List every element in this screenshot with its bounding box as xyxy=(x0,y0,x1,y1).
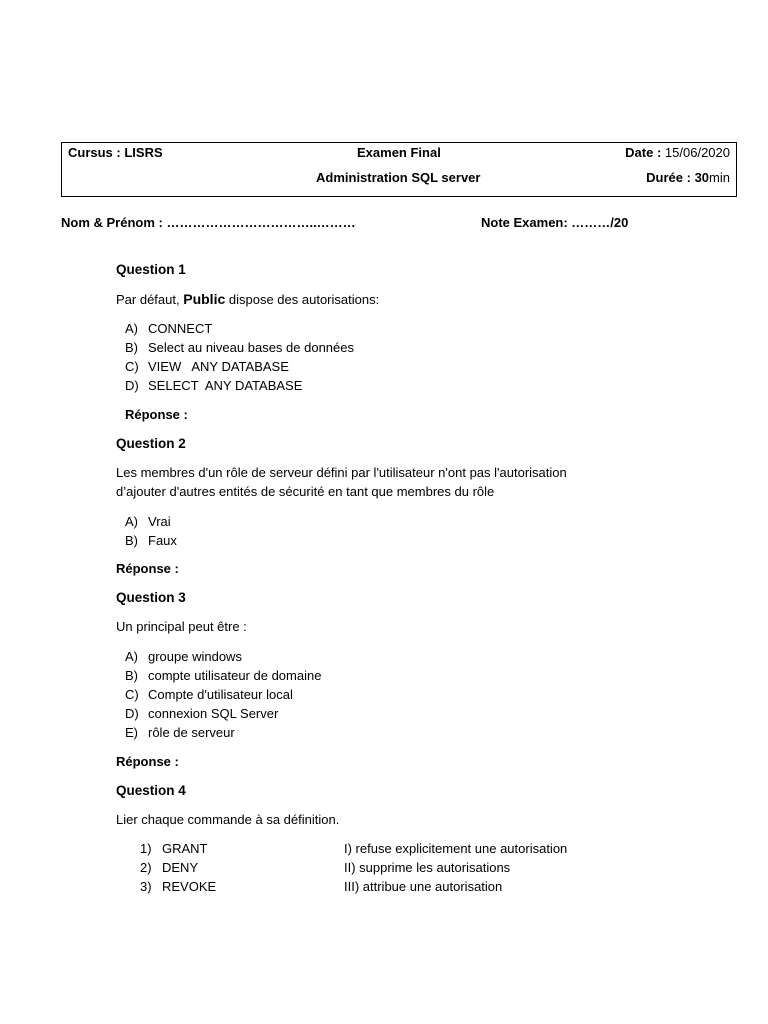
question-1-prompt xyxy=(116,291,379,307)
question-1-prompt-before: Par défaut, xyxy=(116,292,180,307)
command-definition: III) attribue une autorisation xyxy=(344,879,503,894)
command-name: REVOKE xyxy=(162,879,217,894)
date-field xyxy=(625,145,730,160)
option-marker: E) xyxy=(125,725,138,740)
question-2-prompt-line-1: Les membres d'un rôle de serveur défini par l'utilisateur n'ont pas l'autorisation xyxy=(116,465,567,480)
command-definition: I) refuse explicitement une autorisation xyxy=(344,841,568,856)
duration-value: 30 xyxy=(694,170,710,185)
option-text: SELECT ANY DATABASE xyxy=(148,378,303,393)
option-text: Select au niveau bases de données xyxy=(148,340,354,355)
command-definition: II) supprime les autorisations xyxy=(344,860,511,875)
question-2-answer-label: Réponse : xyxy=(116,561,179,576)
exam-header-box xyxy=(61,142,737,197)
cursus-field xyxy=(68,145,163,160)
question-3-answer-label: Réponse : xyxy=(116,754,179,769)
option-marker: D) xyxy=(125,706,139,721)
duration-unit: min xyxy=(709,170,730,185)
question-1-answer-label: Réponse : xyxy=(125,407,188,422)
command-marker: 3) xyxy=(140,879,152,894)
option-marker: B) xyxy=(125,668,138,683)
option-text: VIEW ANY DATABASE xyxy=(148,359,289,374)
question-4-title: Question 4 xyxy=(116,783,186,798)
question-2-prompt-line-2: d’ajouter d'autres entités de sécurité en tant que membres du rôle xyxy=(116,484,495,499)
option-text: rôle de serveur xyxy=(148,725,235,740)
option-text: CONNECT xyxy=(148,321,213,336)
option-text: Faux xyxy=(148,533,177,548)
option-marker: B) xyxy=(125,533,138,548)
question-2-title: Question 2 xyxy=(116,436,186,451)
duration-field xyxy=(646,170,730,185)
question-1-title: Question 1 xyxy=(116,262,186,277)
command-name: GRANT xyxy=(162,841,208,856)
question-3-title: Question 3 xyxy=(116,590,186,605)
option-text: compte utilisateur de domaine xyxy=(148,668,322,683)
option-marker: A) xyxy=(125,514,138,529)
question-1-prompt-emphasis: Public xyxy=(183,291,226,307)
option-marker: C) xyxy=(125,359,139,374)
option-text: Compte d'utilisateur local xyxy=(148,687,293,702)
command-marker: 2) xyxy=(140,860,152,875)
duration-label: Durée : xyxy=(646,170,691,185)
option-marker: B) xyxy=(125,340,138,355)
cursus-label: Cursus : xyxy=(68,145,121,160)
exam-title: Examen Final xyxy=(357,145,441,160)
question-4-prompt: Lier chaque commande à sa définition. xyxy=(116,812,340,827)
question-3-prompt: Un principal peut être : xyxy=(116,619,247,634)
option-text: Vrai xyxy=(148,514,171,529)
cursus-value: LISRS xyxy=(124,145,163,160)
command-marker: 1) xyxy=(140,841,152,856)
option-text: groupe windows xyxy=(148,649,242,664)
option-marker: A) xyxy=(125,321,138,336)
command-name: DENY xyxy=(162,860,199,875)
student-name-line: Nom & Prénom : ……………………………..……… xyxy=(61,215,356,230)
option-marker: D) xyxy=(125,378,139,393)
option-text: connexion SQL Server xyxy=(148,706,279,721)
date-label: Date : xyxy=(625,145,662,160)
question-1-prompt-after: dispose des autorisations: xyxy=(228,292,380,307)
date-value: 15/06/2020 xyxy=(664,145,730,160)
exam-subject: Administration SQL server xyxy=(316,170,481,185)
option-marker: C) xyxy=(125,687,139,702)
exam-grade-line: Note Examen: ………/20 xyxy=(481,215,629,230)
option-marker: A) xyxy=(125,649,138,664)
